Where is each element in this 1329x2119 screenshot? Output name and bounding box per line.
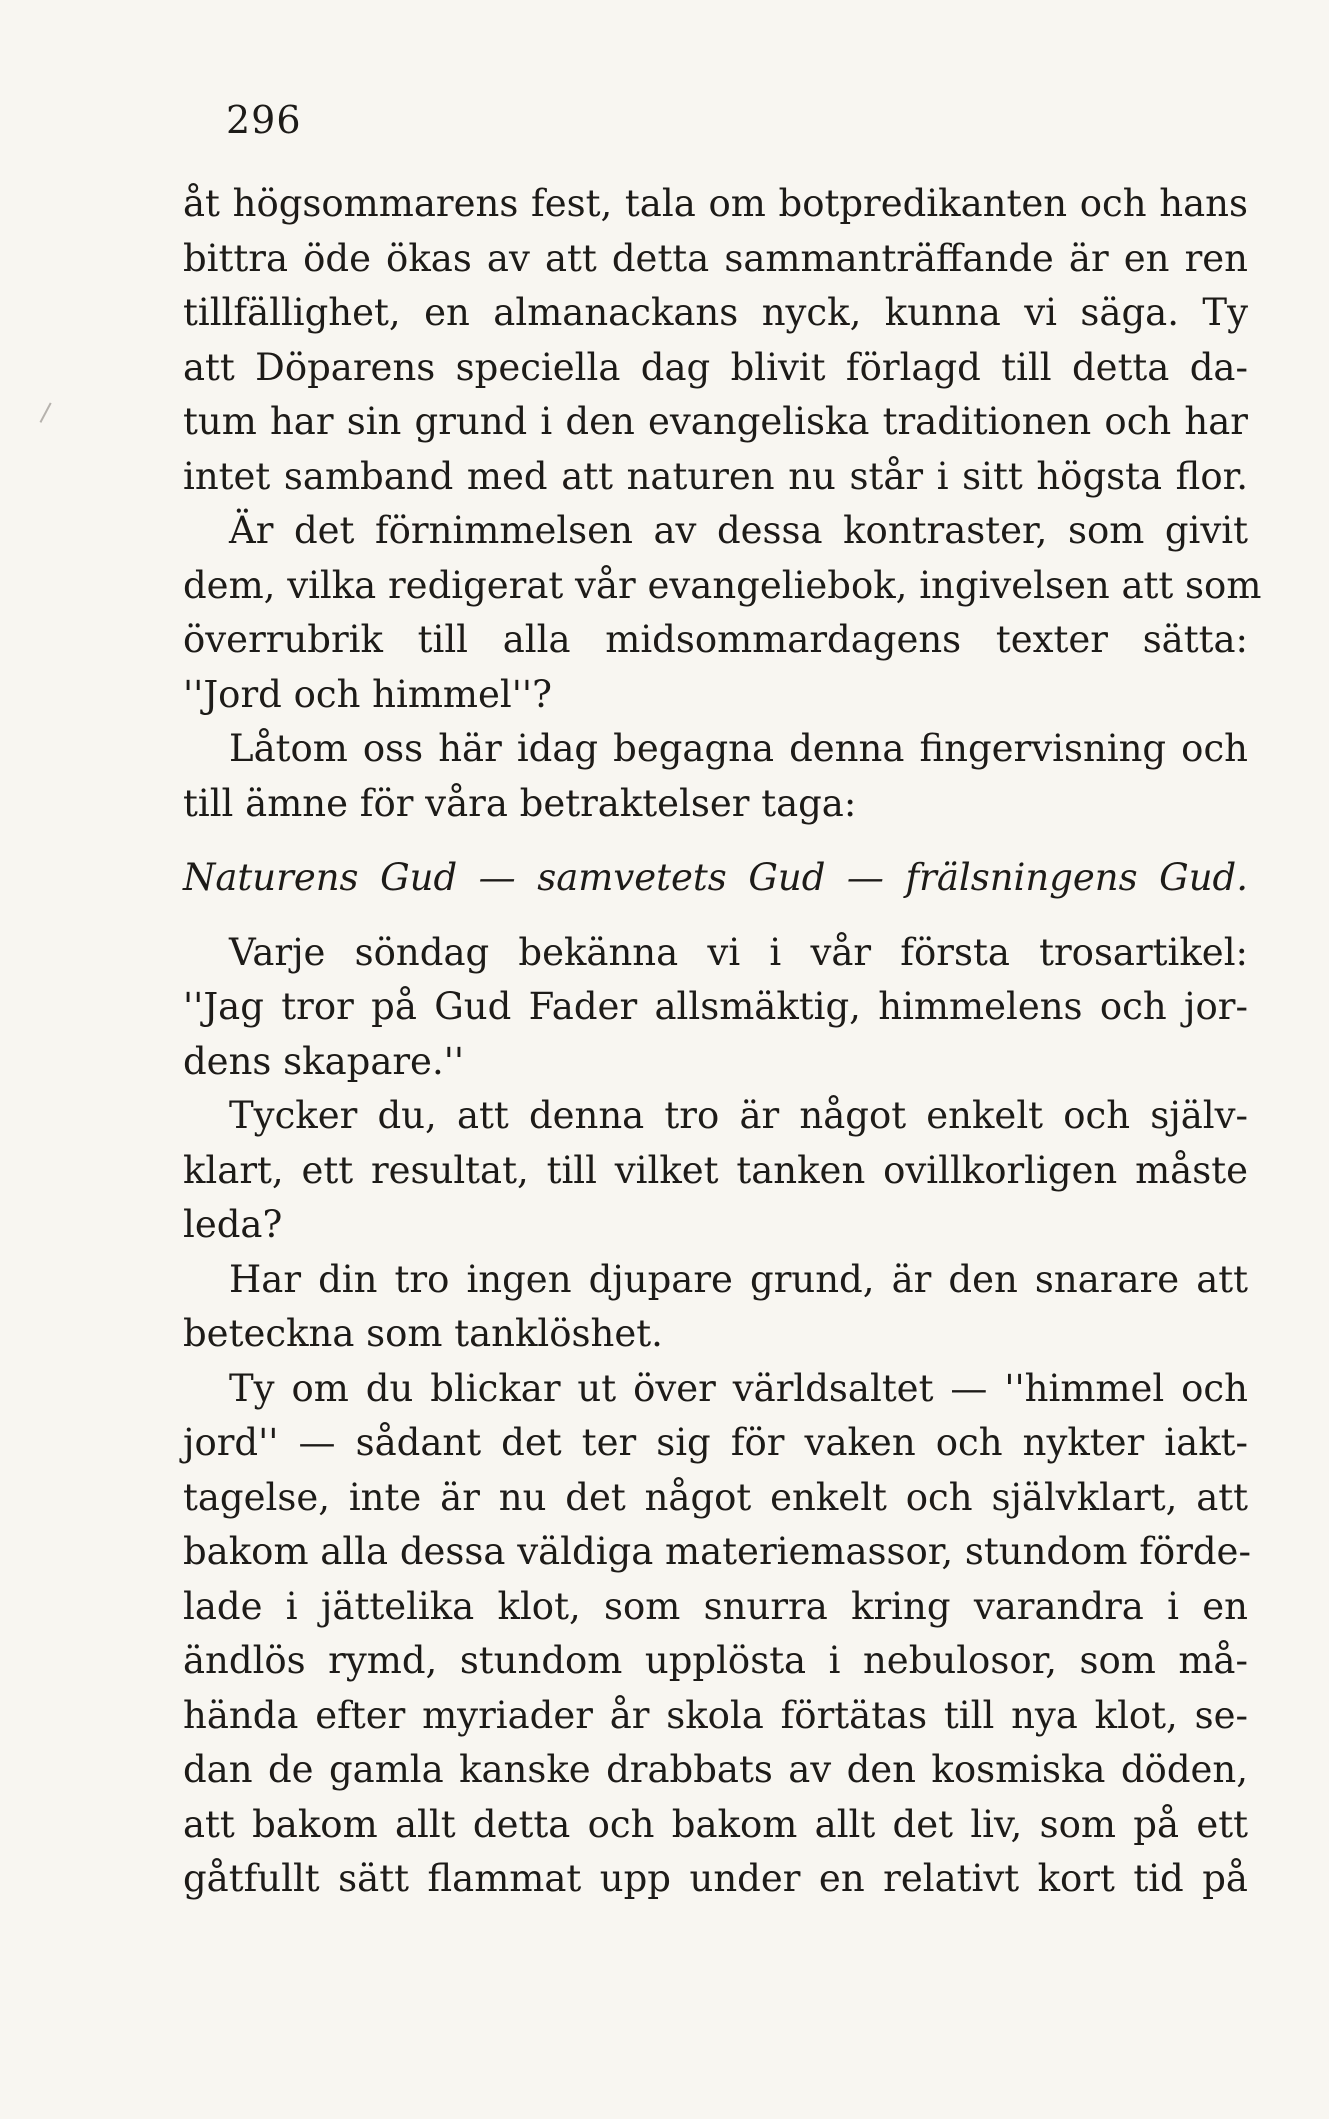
text-line: att bakom allt detta och bakom allt det liv, som på ett: [183, 1802, 1248, 1846]
text-line: bakom alla dessa väldiga materiemassor, stundom förde-: [183, 1530, 1251, 1573]
text-line: dan de gamla kanske drabbats av den kosmiska döden,: [183, 1748, 1248, 1791]
text-line: dens skapare.'': [183, 1039, 465, 1083]
body-text: [183, 177, 1262, 1907]
text-line: Varje söndag bekänna vi i vår första trosartikel:: [229, 930, 1248, 974]
text-line: Låtom oss här idag begagna denna fingervisning och: [229, 727, 1248, 770]
text-line: tum har sin grund i den evangeliska traditionen och har: [183, 400, 1248, 443]
text-line: leda?: [183, 1203, 283, 1246]
text-line: till ämne för våra betraktelser taga:: [183, 781, 857, 825]
text-line: tillfällighet, en almanackans nyck, kunna vi säga. Ty: [183, 291, 1248, 334]
text-line: ändlös rymd, stundom upplösta i nebulosor, som må-: [183, 1639, 1248, 1682]
text-line: dem, vilka redigerat vår evangeliebok, ingivelsen att som: [183, 563, 1262, 607]
page-number: 296: [226, 98, 302, 142]
text-line: gåtfullt sätt flammat upp under en relativt kort tid på: [183, 1857, 1248, 1900]
text-line: Tycker du, att denna tro är något enkelt och själv-: [229, 1094, 1248, 1137]
margin-pencil-mark: [40, 402, 61, 427]
text-line: intet samband med att naturen nu står i sitt högsta flor.: [183, 454, 1248, 498]
text-line: Har din tro ingen djupare grund, är den snarare att: [229, 1257, 1248, 1301]
text-line: lade i jättelika klot, som snurra kring varandra i en: [183, 1584, 1248, 1628]
text-line: jord'' — sådant det ter sig för vaken och nykter iakt-: [183, 1421, 1248, 1464]
text-line: Är det förnimmelsen av dessa kontraster, som givit: [229, 509, 1248, 552]
text-line: ''Jag tror på Gud Fader allsmäktig, himmelens och jor-: [183, 985, 1248, 1028]
section-heading: Naturens Gud — samvetets Gud — frälsningens Gud.: [183, 856, 1248, 899]
text-line: beteckna som tanklöshet.: [183, 1312, 663, 1355]
text-line: ''Jord och himmel''?: [183, 672, 552, 716]
text-line: klart, ett resultat, till vilket tanken ovillkorligen måste: [183, 1148, 1248, 1192]
text-line: Ty om du blickar ut över världsaltet — ''himmel och: [229, 1366, 1248, 1410]
text-line: åt högsommarens fest, tala om botpredikanten och hans: [183, 182, 1248, 225]
text-line: tagelse, inte är nu det något enkelt och självklart, att: [183, 1475, 1248, 1519]
text-line: överrubrik till alla midsommardagens texter sätta:: [183, 618, 1248, 661]
text-line: bittra öde ökas av att detta sammanträffande är en ren: [183, 236, 1248, 280]
text-line: hända efter myriader år skola förtätas till nya klot, se-: [183, 1693, 1248, 1737]
text-line: att Döparens speciella dag blivit förlagd till detta da-: [183, 345, 1248, 389]
